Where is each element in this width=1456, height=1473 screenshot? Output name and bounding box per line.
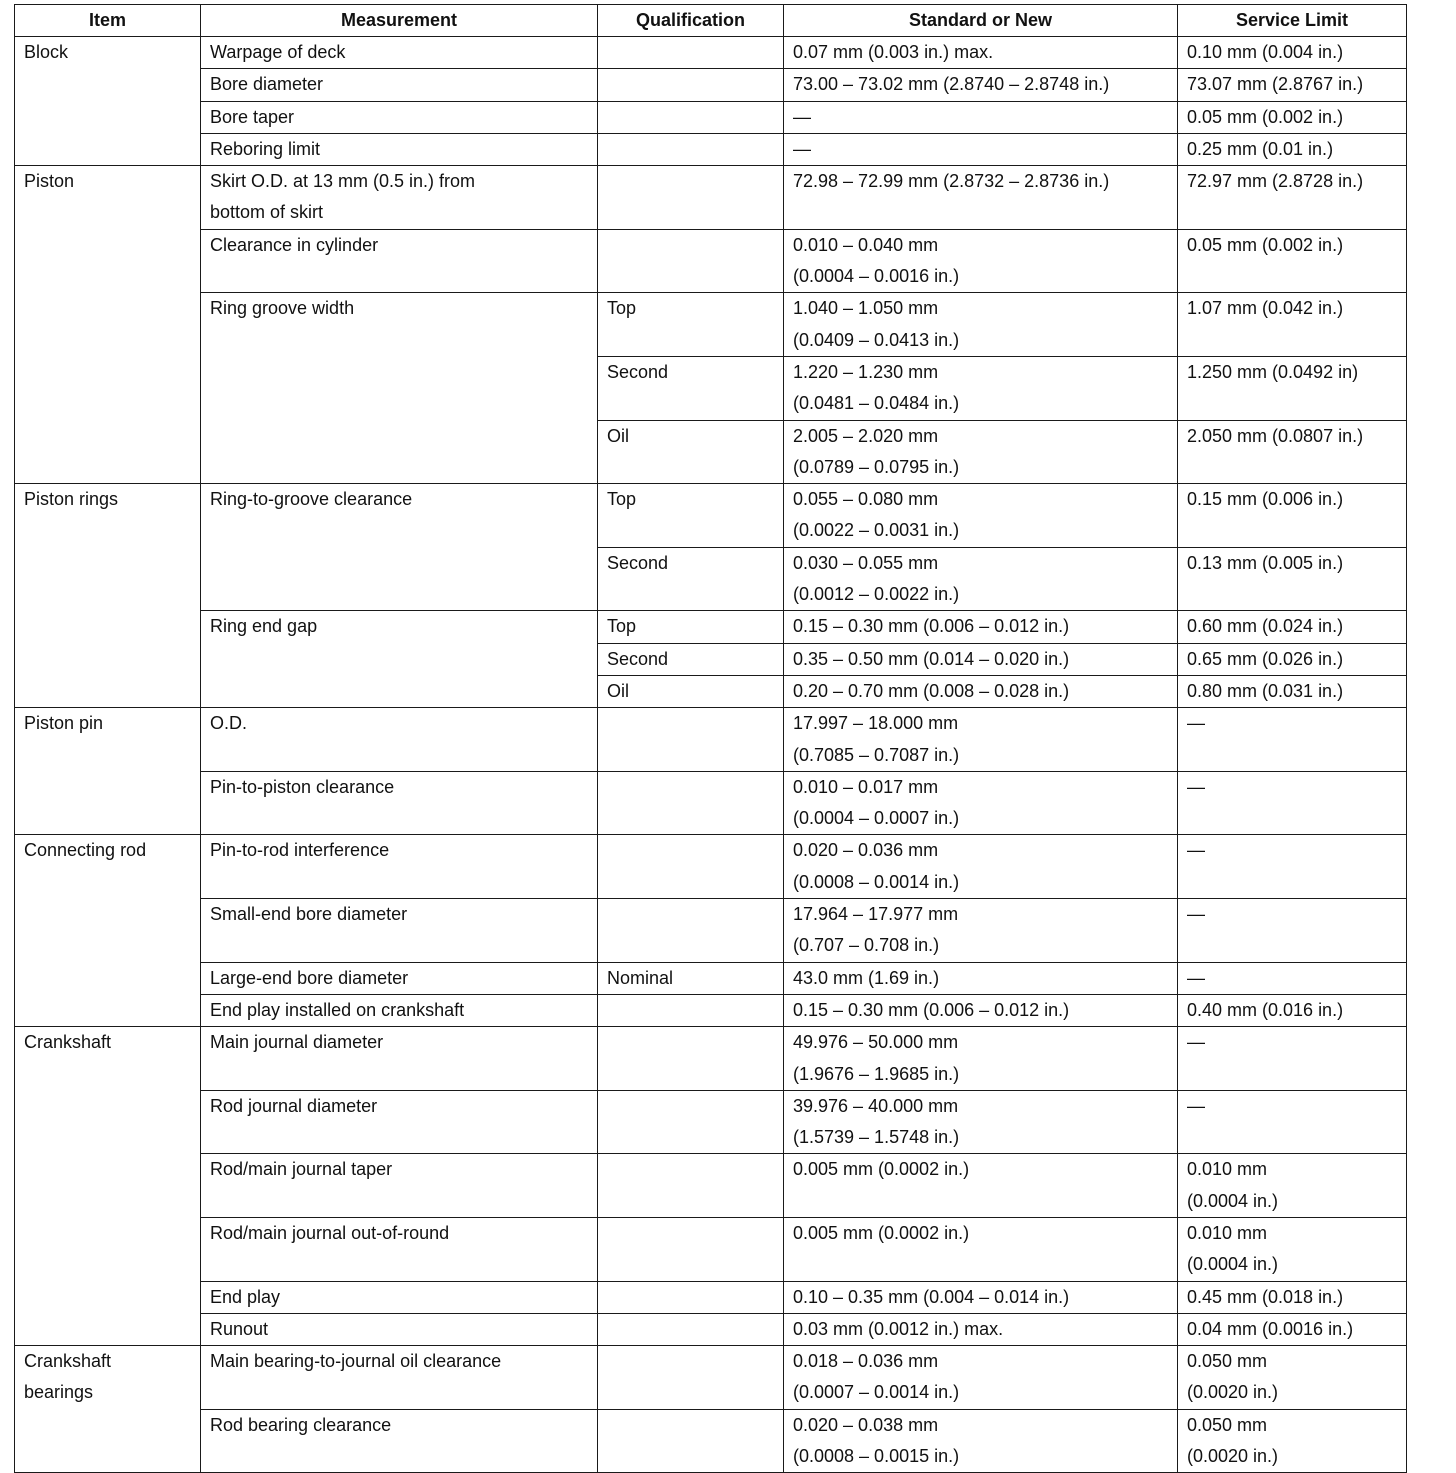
service-limit-cell: 0.45 mm (0.018 in.) [1178, 1281, 1407, 1313]
qualification-cell [598, 994, 784, 1026]
standard-cell: 0.005 mm (0.0002 in.) [784, 1217, 1178, 1281]
measurement-cell: Large-end bore diameter [201, 962, 598, 994]
table-row [15, 484, 1407, 548]
qualification-cell [598, 37, 784, 69]
standard-cell: 0.010 – 0.017 mm (0.0004 – 0.0007 in.) [784, 771, 1178, 835]
qualification-cell [598, 771, 784, 835]
service-limit-cell: 0.15 mm (0.006 in.) [1178, 484, 1407, 548]
service-limit-cell: 0.13 mm (0.005 in.) [1178, 547, 1407, 611]
spec-rows [15, 37, 1407, 1473]
item-cell: Connecting rod [15, 835, 201, 1027]
qualification-cell: Nominal [598, 962, 784, 994]
measurement-cell: End play [201, 1281, 598, 1313]
standard-cell: 0.055 – 0.080 mm (0.0022 – 0.0031 in.) [784, 484, 1178, 548]
table-row [15, 166, 1407, 230]
qualification-cell [598, 835, 784, 899]
measurement-cell: Rod bearing clearance [201, 1409, 598, 1473]
item-cell: Crankshaft [15, 1027, 201, 1346]
measurement-cell: Rod/main journal taper [201, 1154, 598, 1218]
measurement-cell: End play installed on crankshaft [201, 994, 598, 1026]
qualification-cell [598, 899, 784, 963]
spec-table [14, 4, 1407, 1473]
qualification-cell [598, 133, 784, 165]
table-row [15, 962, 1407, 994]
service-limit-cell: 1.250 mm (0.0492 in) [1178, 356, 1407, 420]
measurement-cell: Runout [201, 1313, 598, 1345]
standard-cell: 0.15 – 0.30 mm (0.006 – 0.012 in.) [784, 994, 1178, 1026]
standard-cell: 0.010 – 0.040 mm (0.0004 – 0.0016 in.) [784, 229, 1178, 293]
standard-cell: 1.040 – 1.050 mm (0.0409 – 0.0413 in.) [784, 293, 1178, 357]
measurement-cell: Main journal diameter [201, 1027, 598, 1091]
measurement-cell: Small-end bore diameter [201, 899, 598, 963]
standard-cell: 0.10 – 0.35 mm (0.004 – 0.014 in.) [784, 1281, 1178, 1313]
table-row [15, 611, 1407, 643]
service-limit-cell: 0.010 mm (0.0004 in.) [1178, 1217, 1407, 1281]
standard-cell: 49.976 – 50.000 mm (1.9676 – 1.9685 in.) [784, 1027, 1178, 1091]
table-row [15, 69, 1407, 101]
item-cell: Piston rings [15, 484, 201, 708]
standard-cell: 0.07 mm (0.003 in.) max. [784, 37, 1178, 69]
qualification-cell: Second [598, 547, 784, 611]
qualification-cell: Top [598, 611, 784, 643]
service-limit-cell: 0.04 mm (0.0016 in.) [1178, 1313, 1407, 1345]
qualification-cell [598, 1217, 784, 1281]
standard-cell: 17.997 – 18.000 mm (0.7085 – 0.7087 in.) [784, 708, 1178, 772]
measurement-cell: Ring end gap [201, 611, 598, 708]
standard-cell: 43.0 mm (1.69 in.) [784, 962, 1178, 994]
qualification-cell [598, 229, 784, 293]
qualification-cell [598, 1281, 784, 1313]
service-limit-cell: 0.05 mm (0.002 in.) [1178, 101, 1407, 133]
measurement-cell: Ring groove width [201, 293, 598, 484]
service-limit-cell: 0.050 mm (0.0020 in.) [1178, 1409, 1407, 1473]
table-row [15, 133, 1407, 165]
measurement-cell: Bore taper [201, 101, 598, 133]
standard-cell: 1.220 – 1.230 mm (0.0481 – 0.0484 in.) [784, 356, 1178, 420]
qualification-cell [598, 1154, 784, 1218]
table-row [15, 899, 1407, 963]
qualification-cell [598, 69, 784, 101]
item-cell: Block [15, 37, 201, 166]
header-standard: Standard or New [784, 5, 1178, 37]
header-item: Item [15, 5, 201, 37]
standard-cell: 0.03 mm (0.0012 in.) max. [784, 1313, 1178, 1345]
table-row [15, 835, 1407, 899]
table-row [15, 994, 1407, 1026]
qualification-cell: Oil [598, 420, 784, 484]
table-row [15, 293, 1407, 357]
table-row [15, 1281, 1407, 1313]
table-row [15, 1090, 1407, 1154]
measurement-cell: Warpage of deck [201, 37, 598, 69]
service-limit-cell: 73.07 mm (2.8767 in.) [1178, 69, 1407, 101]
table-row [15, 1027, 1407, 1091]
standard-cell: — [784, 133, 1178, 165]
standard-cell: 0.018 – 0.036 mm (0.0007 – 0.0014 in.) [784, 1346, 1178, 1410]
qualification-cell [598, 166, 784, 230]
qualification-cell: Second [598, 643, 784, 675]
qualification-cell [598, 1346, 784, 1410]
standard-cell: 39.976 – 40.000 mm (1.5739 – 1.5748 in.) [784, 1090, 1178, 1154]
qualification-cell [598, 1409, 784, 1473]
service-limit-cell: 2.050 mm (0.0807 in.) [1178, 420, 1407, 484]
standard-cell: 0.15 – 0.30 mm (0.006 – 0.012 in.) [784, 611, 1178, 643]
service-limit-cell: 0.050 mm (0.0020 in.) [1178, 1346, 1407, 1410]
qualification-cell [598, 1090, 784, 1154]
service-limit-cell: — [1178, 899, 1407, 963]
service-limit-cell: 0.010 mm (0.0004 in.) [1178, 1154, 1407, 1218]
qualification-cell: Top [598, 484, 784, 548]
table-row [15, 1346, 1407, 1410]
service-limit-cell: — [1178, 962, 1407, 994]
header-measurement: Measurement [201, 5, 598, 37]
standard-cell: 0.005 mm (0.0002 in.) [784, 1154, 1178, 1218]
qualification-cell [598, 1027, 784, 1091]
measurement-cell: Rod/main journal out-of-round [201, 1217, 598, 1281]
table-row [15, 1217, 1407, 1281]
qualification-cell [598, 1313, 784, 1345]
table-row [15, 771, 1407, 835]
service-limit-cell: 0.40 mm (0.016 in.) [1178, 994, 1407, 1026]
table-row [15, 37, 1407, 69]
table-row [15, 1409, 1407, 1473]
qualification-cell: Top [598, 293, 784, 357]
header-service-limit: Service Limit [1178, 5, 1407, 37]
spec-sheet [14, 4, 1406, 1473]
table-row [15, 708, 1407, 772]
standard-cell: 0.020 – 0.038 mm (0.0008 – 0.0015 in.) [784, 1409, 1178, 1473]
measurement-cell: Bore diameter [201, 69, 598, 101]
standard-cell: 0.20 – 0.70 mm (0.008 – 0.028 in.) [784, 675, 1178, 707]
service-limit-cell: — [1178, 771, 1407, 835]
service-limit-cell: — [1178, 835, 1407, 899]
standard-cell: 0.020 – 0.036 mm (0.0008 – 0.0014 in.) [784, 835, 1178, 899]
table-row [15, 101, 1407, 133]
item-cell: Crankshaft bearings [15, 1346, 201, 1473]
standard-cell: 0.030 – 0.055 mm (0.0012 – 0.0022 in.) [784, 547, 1178, 611]
measurement-cell: Reboring limit [201, 133, 598, 165]
table-row [15, 1313, 1407, 1345]
standard-cell: 72.98 – 72.99 mm (2.8732 – 2.8736 in.) [784, 166, 1178, 230]
service-limit-cell: 0.80 mm (0.031 in.) [1178, 675, 1407, 707]
header-qualification: Qualification [598, 5, 784, 37]
service-limit-cell: — [1178, 708, 1407, 772]
service-limit-cell: 0.05 mm (0.002 in.) [1178, 229, 1407, 293]
service-limit-cell: 0.60 mm (0.024 in.) [1178, 611, 1407, 643]
standard-cell: 2.005 – 2.020 mm (0.0789 – 0.0795 in.) [784, 420, 1178, 484]
standard-cell: 0.35 – 0.50 mm (0.014 – 0.020 in.) [784, 643, 1178, 675]
measurement-cell: Pin-to-rod interference [201, 835, 598, 899]
qualification-cell: Oil [598, 675, 784, 707]
qualification-cell [598, 708, 784, 772]
standard-cell: — [784, 101, 1178, 133]
service-limit-cell: — [1178, 1027, 1407, 1091]
service-limit-cell: 0.25 mm (0.01 in.) [1178, 133, 1407, 165]
measurement-cell: Rod journal diameter [201, 1090, 598, 1154]
standard-cell: 17.964 – 17.977 mm (0.707 – 0.708 in.) [784, 899, 1178, 963]
service-limit-cell: 1.07 mm (0.042 in.) [1178, 293, 1407, 357]
service-limit-cell: 0.65 mm (0.026 in.) [1178, 643, 1407, 675]
measurement-cell: Ring-to-groove clearance [201, 484, 598, 611]
table-row [15, 229, 1407, 293]
service-limit-cell: — [1178, 1090, 1407, 1154]
item-cell: Piston pin [15, 708, 201, 835]
service-limit-cell: 0.10 mm (0.004 in.) [1178, 37, 1407, 69]
measurement-cell: Clearance in cylinder [201, 229, 598, 293]
standard-cell: 73.00 – 73.02 mm (2.8740 – 2.8748 in.) [784, 69, 1178, 101]
item-cell: Piston [15, 166, 201, 484]
measurement-cell: O.D. [201, 708, 598, 772]
measurement-cell: Skirt O.D. at 13 mm (0.5 in.) from bottom of skirt [201, 166, 598, 230]
table-row [15, 1154, 1407, 1218]
qualification-cell [598, 101, 784, 133]
measurement-cell: Pin-to-piston clearance [201, 771, 598, 835]
header-row [15, 5, 1407, 37]
service-limit-cell: 72.97 mm (2.8728 in.) [1178, 166, 1407, 230]
measurement-cell: Main bearing-to-journal oil clearance [201, 1346, 598, 1410]
qualification-cell: Second [598, 356, 784, 420]
